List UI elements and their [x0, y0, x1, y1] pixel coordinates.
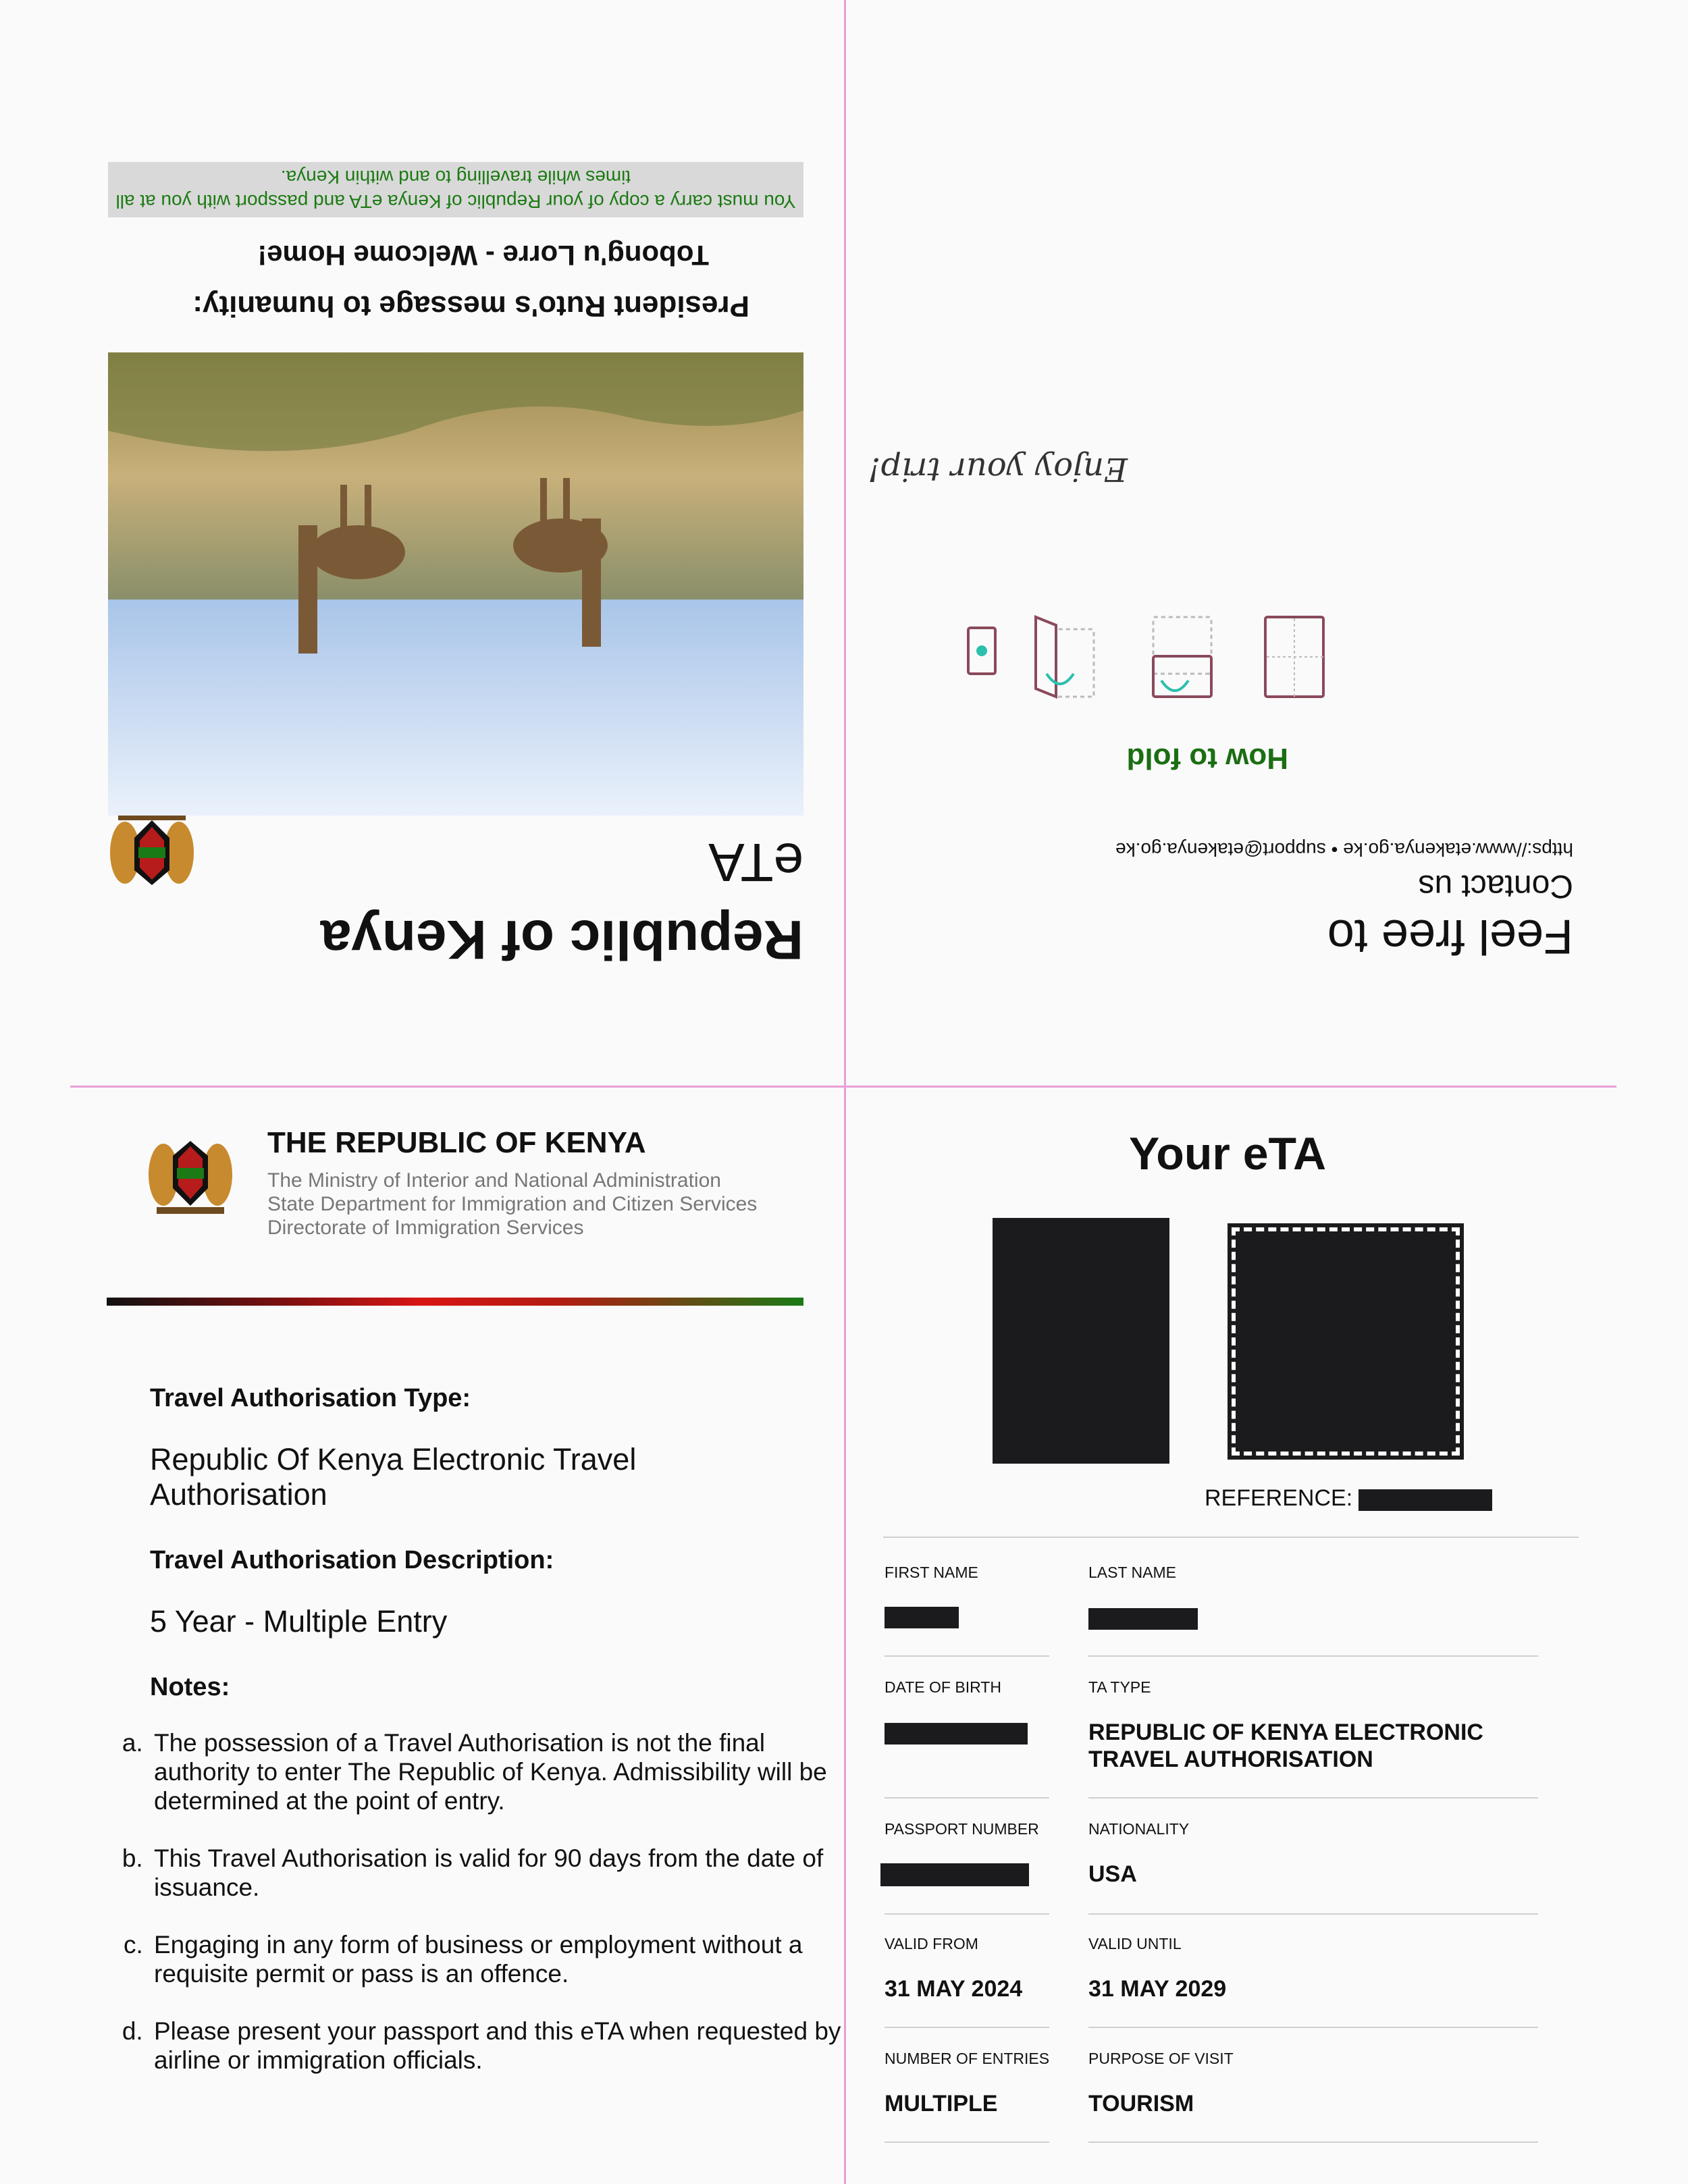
directorate-line: Directorate of Immigration Services [267, 1217, 584, 1239]
number-of-entries-label: NUMBER OF ENTRIES [885, 2050, 1050, 2067]
contact-panel [844, 0, 1688, 1086]
note-item: b. This Travel Authorisation is valid for 90 days from the date of issuance. [150, 1844, 852, 1902]
redacted-last-name [1088, 1608, 1198, 1630]
redacted-reference [1359, 1489, 1492, 1511]
notes-list [122, 1728, 852, 2103]
dob-label: DATE OF BIRTH [885, 1678, 1001, 1696]
divider [885, 1913, 1049, 1915]
passport-number-label: PASSPORT NUMBER [885, 1820, 1039, 1838]
enjoy-your-trip-signature: Enjoy your trip! [868, 450, 1128, 488]
giraffes-photo [108, 352, 803, 816]
purpose-of-visit-value: TOURISM [1088, 2091, 1194, 2116]
divider [883, 1537, 1579, 1538]
divider [1088, 1655, 1538, 1657]
valid-until-label: VALID UNTIL [1088, 1935, 1182, 1952]
ministry-line: The Ministry of Interior and National Administration [267, 1169, 721, 1192]
feel-free-heading: Feel free to [1327, 909, 1573, 963]
first-name-label: FIRST NAME [885, 1564, 978, 1581]
president-message-line2: Tobong'u Lorre - Welcome Home! [257, 240, 709, 271]
coat-of-arms-icon [143, 1126, 238, 1221]
ta-type-field-label: TA TYPE [1088, 1678, 1151, 1696]
note-item: d. Please present your passport and this eTA when requested by airline or immigration officials. [150, 2017, 852, 2075]
divider [885, 2027, 1049, 2028]
your-eta-title: Your eTA [1129, 1128, 1327, 1179]
note-item: a. The possession of a Travel Authorisation is not the final authority to enter The Republic of Kenya. Admissibility will be determined at the point of entry. [150, 1728, 852, 1815]
ta-type-field-value: REPUBLIC OF KENYA ELECTRONIC TRAVEL AUTHORISATION [1088, 1720, 1483, 1772]
president-message-line1: President Ruto's message to humanity: [192, 290, 749, 323]
divider [885, 2141, 1049, 2143]
ta-description-value: 5 Year - Multiple Entry [150, 1604, 448, 1639]
redacted-first-name [885, 1607, 959, 1628]
valid-from-value: 31 MAY 2024 [885, 1976, 1023, 2002]
ta-description-label: Travel Authorisation Description: [150, 1546, 554, 1574]
reference-label: REFERENCE: [1205, 1485, 1353, 1511]
redacted-passport-number [880, 1863, 1029, 1886]
redacted-holder-photo [993, 1218, 1169, 1464]
number-of-entries-value: MULTIPLE [885, 2091, 998, 2116]
carry-copy-notice: You must carry a copy of your Republic of Kenya eTA and passport with you at all times while travelling to and within Kenya. [108, 162, 803, 217]
divider [885, 1655, 1049, 1657]
divider [1088, 1913, 1538, 1915]
fold-steps-icon [952, 613, 1330, 701]
cover-title: Republic of Kenya [320, 909, 803, 970]
redacted-dob [885, 1723, 1028, 1744]
ta-type-value: Republic Of Kenya Electronic Travel Authorisation [150, 1442, 637, 1512]
qr-code-icon [1232, 1227, 1460, 1456]
divider [1088, 2141, 1538, 2143]
divider [885, 1797, 1049, 1799]
ta-type-label: Travel Authorisation Type: [150, 1384, 471, 1412]
coat-of-arms-icon [105, 805, 199, 900]
divider [1088, 2027, 1538, 2028]
divider [1088, 1797, 1538, 1799]
notes-label: Notes: [150, 1673, 230, 1701]
republic-title: THE REPUBLIC OF KENYA [267, 1126, 646, 1159]
contact-us-label: Contact us [1418, 868, 1573, 904]
horizontal-fold-line [70, 1086, 1616, 1088]
cover-subtitle: eTA [708, 832, 803, 893]
nationality-label: NATIONALITY [1088, 1820, 1190, 1838]
contact-links: https://www.etakenya.go.ke • support@etakenya.go.ke [1115, 839, 1573, 860]
flipped-top-half [0, 0, 1688, 1086]
last-name-label: LAST NAME [1088, 1564, 1176, 1581]
department-line: State Department for Immigration and Citizen Services [267, 1193, 758, 1215]
valid-until-value: 31 MAY 2029 [1088, 1976, 1227, 2002]
note-item: c. Engaging in any form of business or employment without a requisite permit or pass is an offence. [150, 1930, 852, 1988]
how-to-fold-title: How to fold [1126, 742, 1288, 775]
valid-from-label: VALID FROM [885, 1935, 978, 1952]
cover-panel [0, 0, 844, 1086]
nationality-value: USA [1088, 1861, 1137, 1887]
flag-color-bar [107, 1298, 803, 1306]
purpose-of-visit-label: PURPOSE OF VISIT [1088, 2050, 1234, 2067]
